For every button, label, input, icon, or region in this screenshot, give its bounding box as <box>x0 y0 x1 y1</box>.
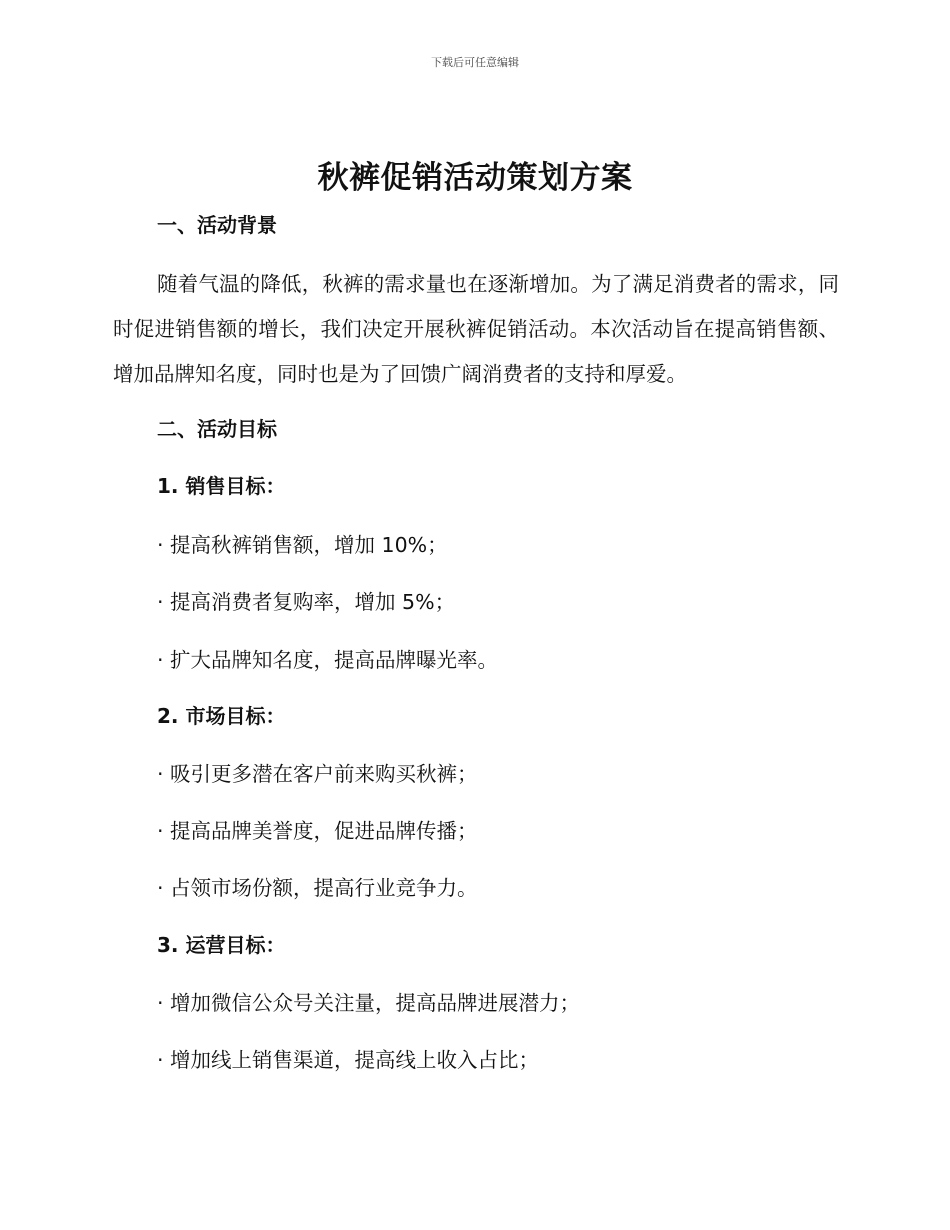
background-paragraph: 随着气温的降低，秋裤的需求量也在逐渐增加。为了满足消费者的需求，同时促进销售额的增长，我们决定开展秋裤促销活动。本次活动旨在提高销售额、增加品牌知名度，同时也是为了回馈广阔消费者的支持和厚爱。 <box>113 272 839 386</box>
market-goal-item: · 吸引更多潜在客户前来购买秋裤； <box>157 762 478 786</box>
subheading-market-goals: 2. 市场目标： <box>157 704 286 728</box>
subheading-sales-goals: 1. 销售目标： <box>157 474 286 498</box>
sales-goal-item: · 扩大品牌知名度，提高品牌曝光率。 <box>157 648 499 672</box>
sales-goal-item: · 提高消费者复购率，增加 5%； <box>157 590 456 614</box>
subheading-operation-goals: 3. 运营目标： <box>157 933 286 957</box>
page-header-note: 下载后可任意编辑 <box>431 56 519 69</box>
market-goal-item: · 提高品牌美誉度，促进品牌传播； <box>157 819 478 843</box>
section-heading-background: 一、活动背景 <box>157 213 277 237</box>
document-title: 秋裤促销活动策划方案 <box>317 160 633 196</box>
operation-goal-item: · 增加微信公众号关注量，提高品牌进展潜力； <box>157 991 581 1015</box>
operation-goal-item: · 增加线上销售渠道，提高线上收入占比； <box>157 1048 540 1072</box>
market-goal-item: · 占领市场份额，提高行业竞争力。 <box>157 876 478 900</box>
section-heading-goals: 二、活动目标 <box>157 417 277 441</box>
sales-goal-item: · 提高秋裤销售额，增加 10%； <box>157 533 448 557</box>
